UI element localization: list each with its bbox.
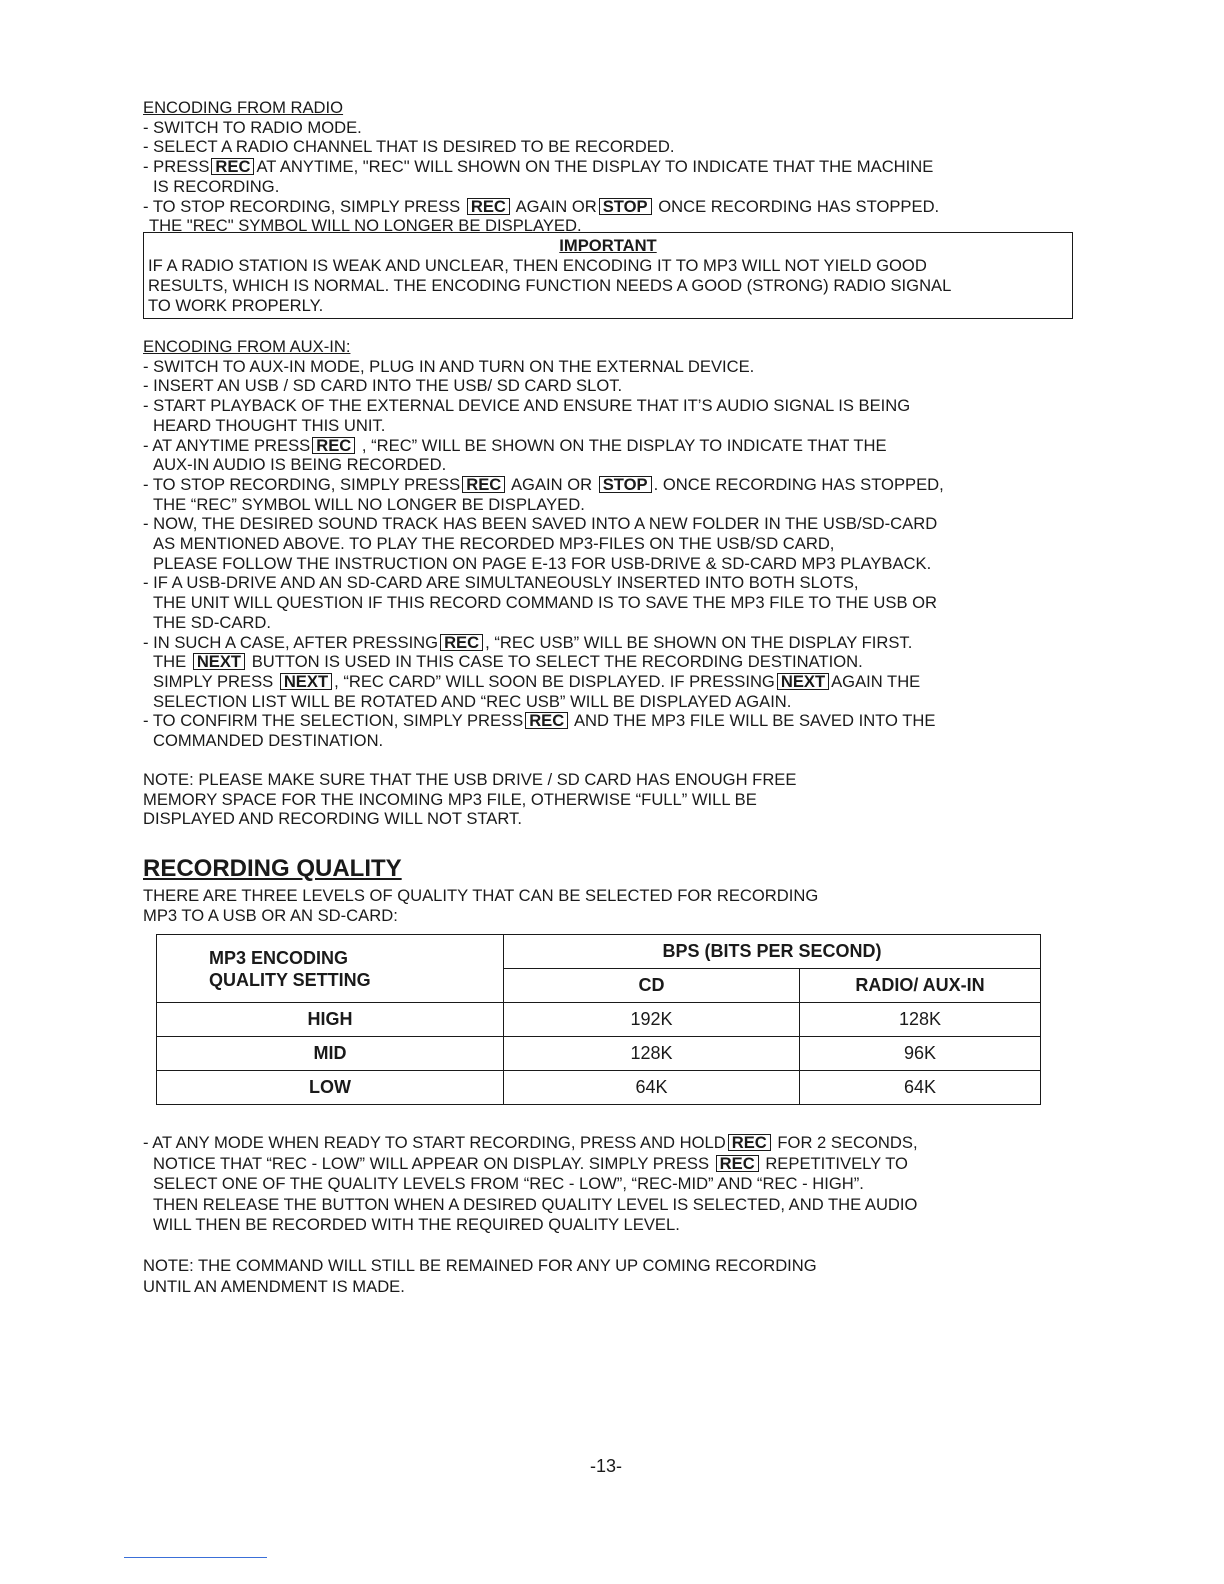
note-text: MEMORY SPACE FOR THE INCOMING MP3 FILE, OTHERWISE “FULL” WILL BE [143, 789, 757, 809]
quality-instructions [143, 1133, 1073, 1236]
stop-key: STOP [599, 476, 652, 493]
rec-key: REC [312, 437, 355, 454]
radio-step: - TO STOP RECORDING, SIMPLY PRESS REC AGAIN OR STOP ONCE RECORDING HAS STOPPED. [143, 196, 940, 216]
radio-heading: ENCODING FROM RADIO [143, 98, 344, 117]
rec-key: REC [716, 1155, 759, 1172]
radio-step: - PRESS REC AT ANYTIME, "REC" WILL SHOWN ON THE DISPLAY TO INDICATE THAT THE MACHINE [143, 157, 934, 177]
radio-step-cont: THE "REC" SYMBOL WILL NO LONGER BE DISPLAYED. [149, 216, 582, 236]
recording-quality-heading: RECORDING QUALITY [143, 855, 402, 882]
page-number: -13- [589, 1456, 622, 1476]
aux-step-cont: THE “REC” SYMBOL WILL NO LONGER BE DISPLAYED. [153, 494, 585, 514]
quality-level: HIGH [157, 1003, 504, 1037]
important-text: TO WORK PROPERLY. [148, 296, 324, 315]
table-row [157, 1071, 1041, 1105]
aux-step: - IF A USB-DRIVE AND AN SD-CARD ARE SIMULTANEOUSLY INSERTED INTO BOTH SLOTS, [143, 573, 859, 593]
cd-bps: 192K [504, 1003, 800, 1037]
quality-step-cont: SELECT ONE OF THE QUALITY LEVELS FROM “REC - LOW”, “REC-MID” AND “REC - HIGH”. [153, 1174, 864, 1193]
aux-section [143, 337, 1073, 751]
radio-step: - SELECT A RADIO CHANNEL THAT IS DESIRED TO BE RECORDED. [143, 137, 675, 157]
aux-step: - TO CONFIRM THE SELECTION, SIMPLY PRESS REC AND THE MP3 FILE WILL BE SAVED INTO THE [143, 711, 936, 731]
rec-key: REC [467, 198, 510, 215]
aux-step: - INSERT AN USB / SD CARD INTO THE USB/ SD CARD SLOT. [143, 376, 623, 396]
aux-step-cont: PLEASE FOLLOW THE INSTRUCTION ON PAGE E-13 FOR USB-DRIVE & SD-CARD MP3 PLAYBACK. [153, 553, 932, 573]
rec-key: REC [440, 634, 483, 651]
aux-step-cont: COMMANDED DESTINATION. [153, 731, 384, 751]
aux-step: - TO STOP RECORDING, SIMPLY PRESS REC AGAIN OR STOP . ONCE RECORDING HAS STOPPED, [143, 474, 944, 494]
quality-table [156, 934, 1041, 1105]
quality-step-cont: NOTICE THAT “REC - LOW” WILL APPEAR ON DISPLAY. SIMPLY PRESS REC REPETITIVELY TO [153, 1153, 908, 1173]
footer-rule [124, 1557, 267, 1558]
aux-step-cont: AUX-IN AUDIO IS BEING RECORDED. [153, 455, 447, 475]
quality-intro [143, 886, 1073, 925]
quality-step: - AT ANY MODE WHEN READY TO START RECORDING, PRESS AND HOLD REC FOR 2 SECONDS, [143, 1133, 918, 1152]
next-key: NEXT [193, 653, 245, 670]
aux-step: - AT ANYTIME PRESS REC , “REC” WILL BE SHOWN ON THE DISPLAY TO INDICATE THAT THE [143, 435, 887, 455]
intro-text: MP3 TO A USB OR AN SD-CARD: [143, 905, 398, 925]
cd-bps: 64K [504, 1071, 800, 1105]
stop-key: STOP [599, 198, 652, 215]
intro-text: THERE ARE THREE LEVELS OF QUALITY THAT CAN BE SELECTED FOR RECORDING [143, 886, 819, 905]
rec-key: REC [462, 476, 505, 493]
radio-bps: 128K [800, 1003, 1041, 1037]
rec-key: REC [525, 712, 568, 729]
aux-step: - START PLAYBACK OF THE EXTERNAL DEVICE AND ENSURE THAT IT’S AUDIO SIGNAL IS BEING [143, 396, 911, 416]
setting-header: MP3 ENCODING QUALITY SETTING [157, 935, 504, 1003]
cd-header: CD [504, 969, 800, 1003]
aux-step: - IN SUCH A CASE, AFTER PRESSING REC , “REC USB” WILL BE SHOWN ON THE DISPLAY FIRST. [143, 632, 913, 652]
note-text: NOTE: PLEASE MAKE SURE THAT THE USB DRIVE / SD CARD HAS ENOUGH FREE [143, 770, 797, 789]
aux-step-cont: THE UNIT WILL QUESTION IF THIS RECORD COMMAND IS TO SAVE THE MP3 FILE TO THE USB OR [153, 593, 938, 613]
aux-step-cont: THE SD-CARD. [153, 612, 272, 632]
aux-step-cont: SIMPLY PRESS NEXT , “REC CARD” WILL SOON BE DISPLAYED. IF PRESSING NEXT AGAIN THE [153, 671, 921, 691]
rec-key: REC [211, 158, 254, 175]
quality-level: LOW [157, 1071, 504, 1105]
quality-level: MID [157, 1037, 504, 1071]
aux-step: - NOW, THE DESIRED SOUND TRACK HAS BEEN SAVED INTO A NEW FOLDER IN THE USB/SD-CARD [143, 514, 938, 534]
important-notice [143, 232, 1073, 319]
aux-step-cont: HEARD THOUGHT THIS UNIT. [153, 415, 386, 435]
radio-step: - SWITCH TO RADIO MODE. [143, 117, 362, 137]
radio-bps: 64K [800, 1071, 1041, 1105]
cd-bps: 128K [504, 1037, 800, 1071]
important-text: RESULTS, WHICH IS NORMAL. THE ENCODING FUNCTION NEEDS A GOOD (STRONG) RADIO SIGNAL [148, 276, 952, 295]
aux-step: - SWITCH TO AUX-IN MODE, PLUG IN AND TURN ON THE EXTERNAL DEVICE. [143, 356, 755, 376]
aux-heading: ENCODING FROM AUX-IN: [143, 337, 351, 356]
radio-header: RADIO/ AUX-IN [800, 969, 1041, 1003]
radio-section [143, 98, 1073, 236]
next-key: NEXT [280, 673, 332, 690]
memory-note [143, 770, 1073, 829]
quality-step-cont: WILL THEN BE RECORDED WITH THE REQUIRED QUALITY LEVEL. [153, 1215, 680, 1234]
bps-header: BPS (BITS PER SECOND) [504, 935, 1041, 969]
note-text: NOTE: THE COMMAND WILL STILL BE REMAINED FOR ANY UP COMING RECORDING [143, 1256, 817, 1275]
next-key: NEXT [777, 673, 829, 690]
table-row [157, 1003, 1041, 1037]
aux-step-cont: THE NEXT BUTTON IS USED IN THIS CASE TO SELECT THE RECORDING DESTINATION. [153, 652, 863, 672]
command-note [143, 1256, 1073, 1297]
aux-step-cont: AS MENTIONED ABOVE. TO PLAY THE RECORDED MP3-FILES ON THE USB/SD CARD, [153, 534, 835, 554]
note-text: DISPLAYED AND RECORDING WILL NOT START. [143, 809, 522, 829]
table-row [157, 1037, 1041, 1071]
quality-step-cont: THEN RELEASE THE BUTTON WHEN A DESIRED QUALITY LEVEL IS SELECTED, AND THE AUDIO [153, 1194, 918, 1214]
aux-step-cont: SELECTION LIST WILL BE ROTATED AND “REC USB” WILL BE DISPLAYED AGAIN. [153, 691, 792, 711]
radio-bps: 96K [800, 1037, 1041, 1071]
note-text: UNTIL AN AMENDMENT IS MADE. [143, 1276, 405, 1296]
important-text: IF A RADIO STATION IS WEAK AND UNCLEAR, THEN ENCODING IT TO MP3 WILL NOT YIELD GOOD [148, 256, 927, 275]
radio-step-cont: IS RECORDING. [153, 176, 280, 196]
rec-key: REC [728, 1134, 771, 1151]
important-title: IMPORTANT [559, 236, 657, 255]
